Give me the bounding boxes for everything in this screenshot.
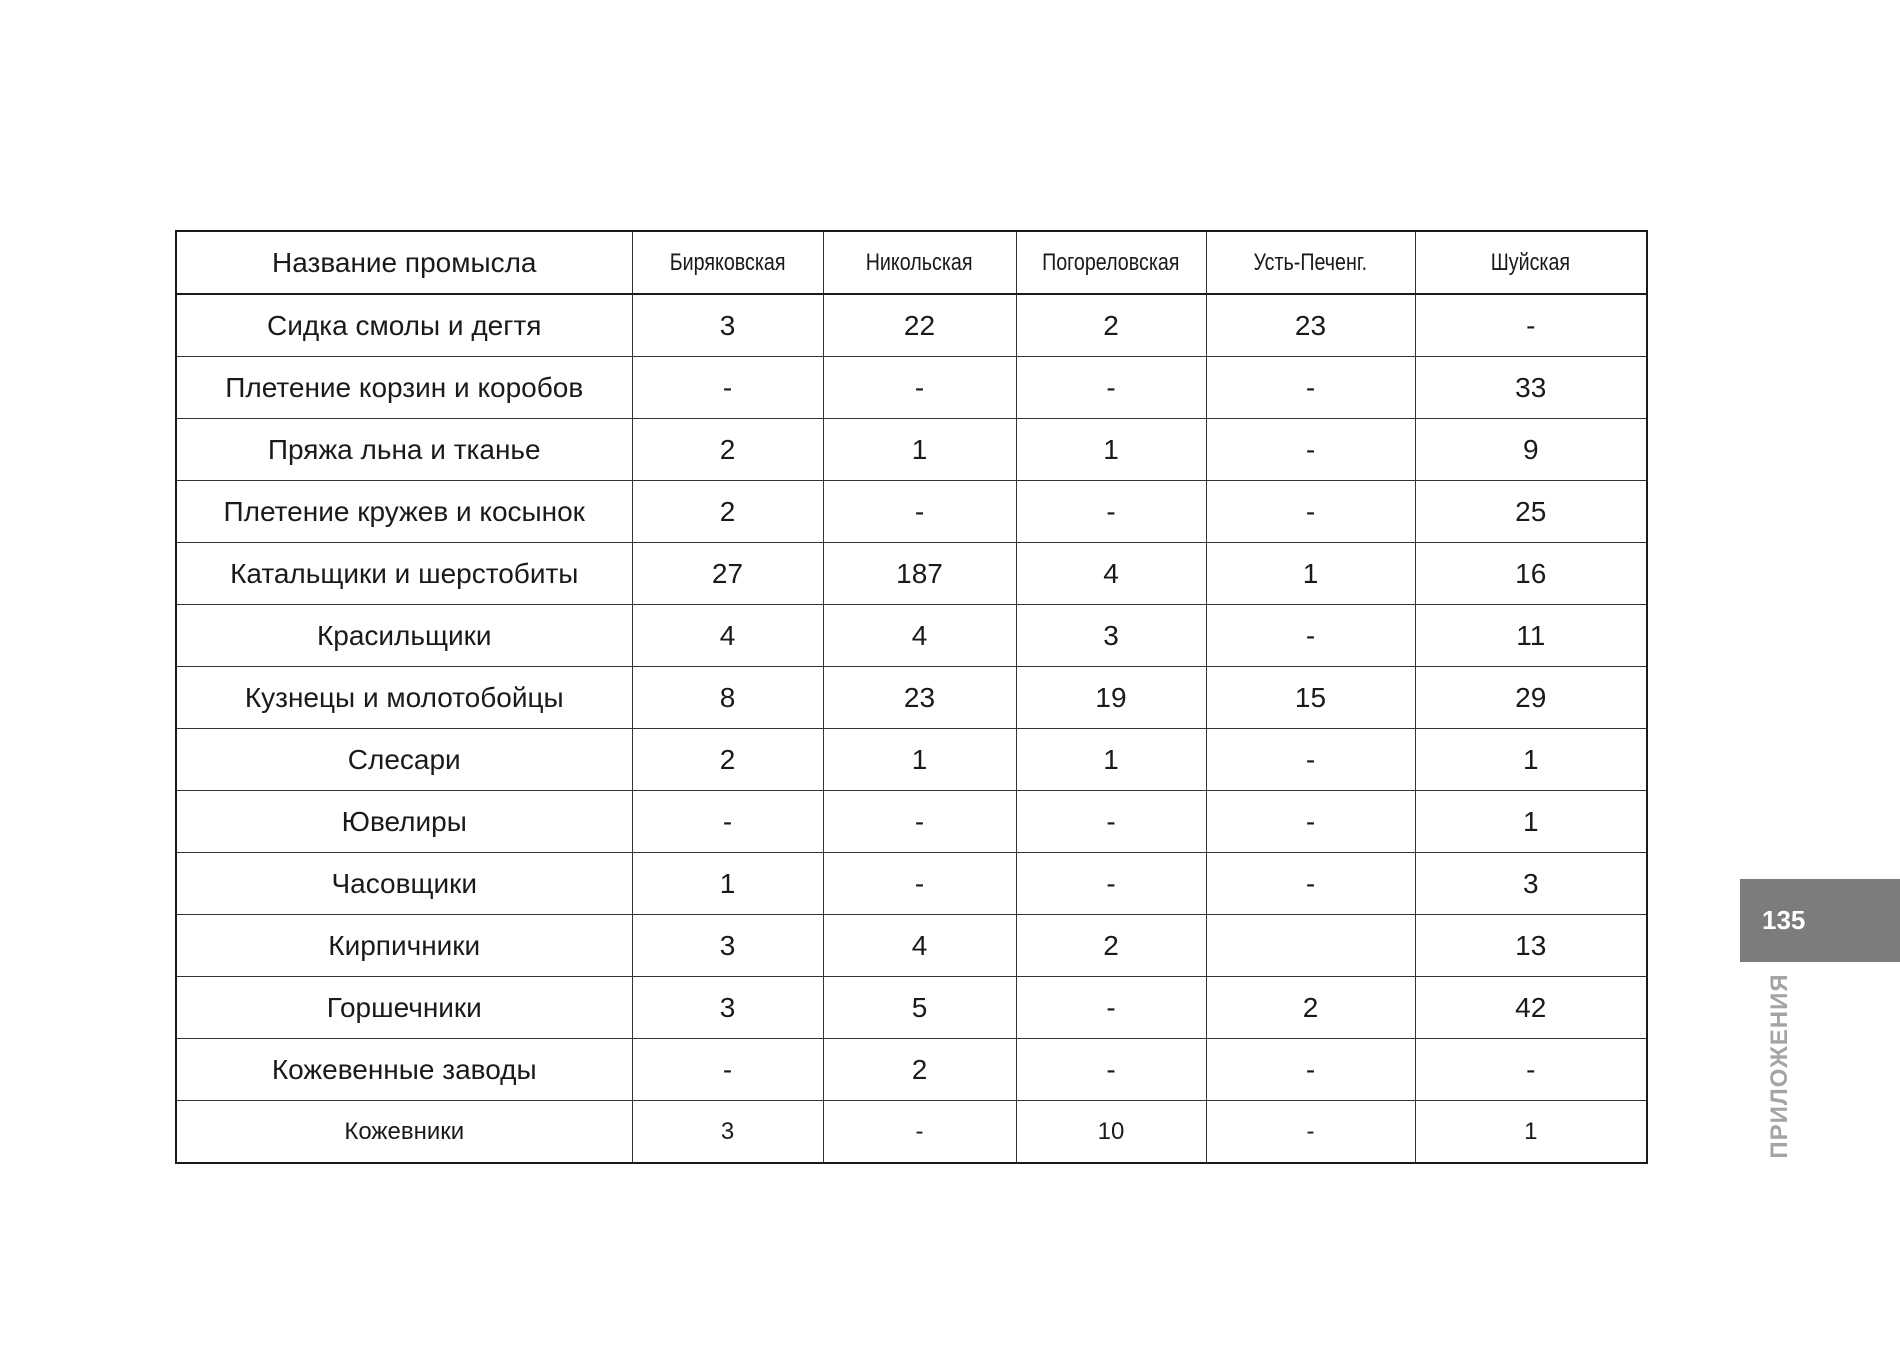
cell-shuiskaya: 29 (1415, 667, 1647, 729)
cell-shuiskaya: 1 (1415, 791, 1647, 853)
row-craft-name: Кожевенные заводы (176, 1039, 632, 1101)
cell-ust-pecheng: 15 (1206, 667, 1415, 729)
cell-biryakovskaya: 8 (632, 667, 823, 729)
row-craft-name: Часовщики (176, 853, 632, 915)
cell-pogorelovskaya: - (1016, 853, 1206, 915)
cell-ust-pecheng: - (1206, 419, 1415, 481)
cell-pogorelovskaya: 2 (1016, 915, 1206, 977)
cell-shuiskaya: 16 (1415, 543, 1647, 605)
cell-pogorelovskaya: 2 (1016, 294, 1206, 357)
cell-nikolskaya: 5 (823, 977, 1016, 1039)
row-craft-name: Красильщики (176, 605, 632, 667)
cell-ust-pecheng: - (1206, 1039, 1415, 1101)
table-row (176, 419, 1647, 481)
cell-biryakovskaya: 4 (632, 605, 823, 667)
cell-nikolskaya: 187 (823, 543, 1016, 605)
row-craft-name: Ювелиры (176, 791, 632, 853)
cell-biryakovskaya: 2 (632, 729, 823, 791)
cell-shuiskaya: - (1415, 294, 1647, 357)
cell-pogorelovskaya: - (1016, 977, 1206, 1039)
table-row (176, 481, 1647, 543)
cell-ust-pecheng: 2 (1206, 977, 1415, 1039)
cell-ust-pecheng: 1 (1206, 543, 1415, 605)
header-biryakovskaya: Биряковская (632, 231, 823, 294)
cell-shuiskaya: 3 (1415, 853, 1647, 915)
row-craft-name: Кожевники (176, 1101, 632, 1164)
cell-biryakovskaya: 2 (632, 481, 823, 543)
header-ust-pecheng: Усть-Печенг. (1206, 231, 1415, 294)
cell-shuiskaya: 25 (1415, 481, 1647, 543)
cell-shuiskaya: 42 (1415, 977, 1647, 1039)
header-pogorelovskaya: Погореловская (1016, 231, 1206, 294)
table-row (176, 729, 1647, 791)
page-number: 135 (1762, 905, 1806, 935)
cell-ust-pecheng: - (1206, 1101, 1415, 1164)
header-shuiskaya: Шуйская (1415, 231, 1647, 294)
cell-pogorelovskaya: 1 (1016, 729, 1206, 791)
table-row (176, 605, 1647, 667)
row-craft-name: Горшечники (176, 977, 632, 1039)
table-row (176, 357, 1647, 419)
cell-biryakovskaya: 27 (632, 543, 823, 605)
crafts-table (175, 230, 1648, 1164)
cell-pogorelovskaya: - (1016, 357, 1206, 419)
cell-nikolskaya: 1 (823, 419, 1016, 481)
cell-pogorelovskaya: 19 (1016, 667, 1206, 729)
table-row (176, 543, 1647, 605)
table-row (176, 791, 1647, 853)
cell-nikolskaya: 23 (823, 667, 1016, 729)
cell-ust-pecheng: - (1206, 481, 1415, 543)
cell-biryakovskaya: 3 (632, 915, 823, 977)
table-row (176, 977, 1647, 1039)
cell-ust-pecheng: - (1206, 791, 1415, 853)
cell-pogorelovskaya: - (1016, 1039, 1206, 1101)
cell-pogorelovskaya: 1 (1016, 419, 1206, 481)
section-label (1760, 973, 1800, 1159)
cell-shuiskaya: - (1415, 1039, 1647, 1101)
row-craft-name: Кирпичники (176, 915, 632, 977)
cell-biryakovskaya: 1 (632, 853, 823, 915)
cell-shuiskaya: 11 (1415, 605, 1647, 667)
cell-ust-pecheng: - (1206, 357, 1415, 419)
cell-shuiskaya: 13 (1415, 915, 1647, 977)
header-nikolskaya: Никольская (823, 231, 1016, 294)
cell-biryakovskaya: - (632, 791, 823, 853)
cell-nikolskaya: 4 (823, 605, 1016, 667)
table-header-row (176, 231, 1647, 294)
header-craft-name: Название промысла (176, 231, 632, 294)
cell-nikolskaya: 4 (823, 915, 1016, 977)
cell-ust-pecheng: - (1206, 729, 1415, 791)
cell-ust-pecheng (1206, 915, 1415, 977)
page-number-tab (1740, 879, 1900, 962)
table-row (176, 915, 1647, 977)
cell-pogorelovskaya: - (1016, 791, 1206, 853)
row-craft-name: Сидка смолы и дегтя (176, 294, 632, 357)
table-row (176, 294, 1647, 357)
cell-nikolskaya: - (823, 853, 1016, 915)
cell-nikolskaya: 22 (823, 294, 1016, 357)
row-craft-name: Плетение корзин и коробов (176, 357, 632, 419)
cell-pogorelovskaya: - (1016, 481, 1206, 543)
cell-biryakovskaya: - (632, 1039, 823, 1101)
cell-nikolskaya: - (823, 1101, 1016, 1164)
section-title: ПРИЛОЖЕНИЯ (1766, 973, 1793, 1159)
cell-ust-pecheng: 23 (1206, 294, 1415, 357)
row-craft-name: Плетение кружев и косынок (176, 481, 632, 543)
cell-biryakovskaya: 2 (632, 419, 823, 481)
row-craft-name: Слесари (176, 729, 632, 791)
cell-nikolskaya: 1 (823, 729, 1016, 791)
cell-nikolskaya: 2 (823, 1039, 1016, 1101)
cell-pogorelovskaya: 4 (1016, 543, 1206, 605)
cell-biryakovskaya: 3 (632, 977, 823, 1039)
table-row (176, 1039, 1647, 1101)
cell-biryakovskaya: - (632, 357, 823, 419)
cell-shuiskaya: 1 (1415, 1101, 1647, 1164)
cell-biryakovskaya: 3 (632, 1101, 823, 1164)
cell-ust-pecheng: - (1206, 605, 1415, 667)
cell-shuiskaya: 1 (1415, 729, 1647, 791)
cell-shuiskaya: 9 (1415, 419, 1647, 481)
cell-nikolskaya: - (823, 481, 1016, 543)
cell-nikolskaya: - (823, 791, 1016, 853)
table-row (176, 1101, 1647, 1164)
row-craft-name: Пряжа льна и тканье (176, 419, 632, 481)
cell-biryakovskaya: 3 (632, 294, 823, 357)
cell-ust-pecheng: - (1206, 853, 1415, 915)
table-row (176, 667, 1647, 729)
row-craft-name: Кузнецы и молотобойцы (176, 667, 632, 729)
table-row (176, 853, 1647, 915)
row-craft-name: Катальщики и шерстобиты (176, 543, 632, 605)
cell-pogorelovskaya: 3 (1016, 605, 1206, 667)
cell-shuiskaya: 33 (1415, 357, 1647, 419)
cell-pogorelovskaya: 10 (1016, 1101, 1206, 1164)
cell-nikolskaya: - (823, 357, 1016, 419)
